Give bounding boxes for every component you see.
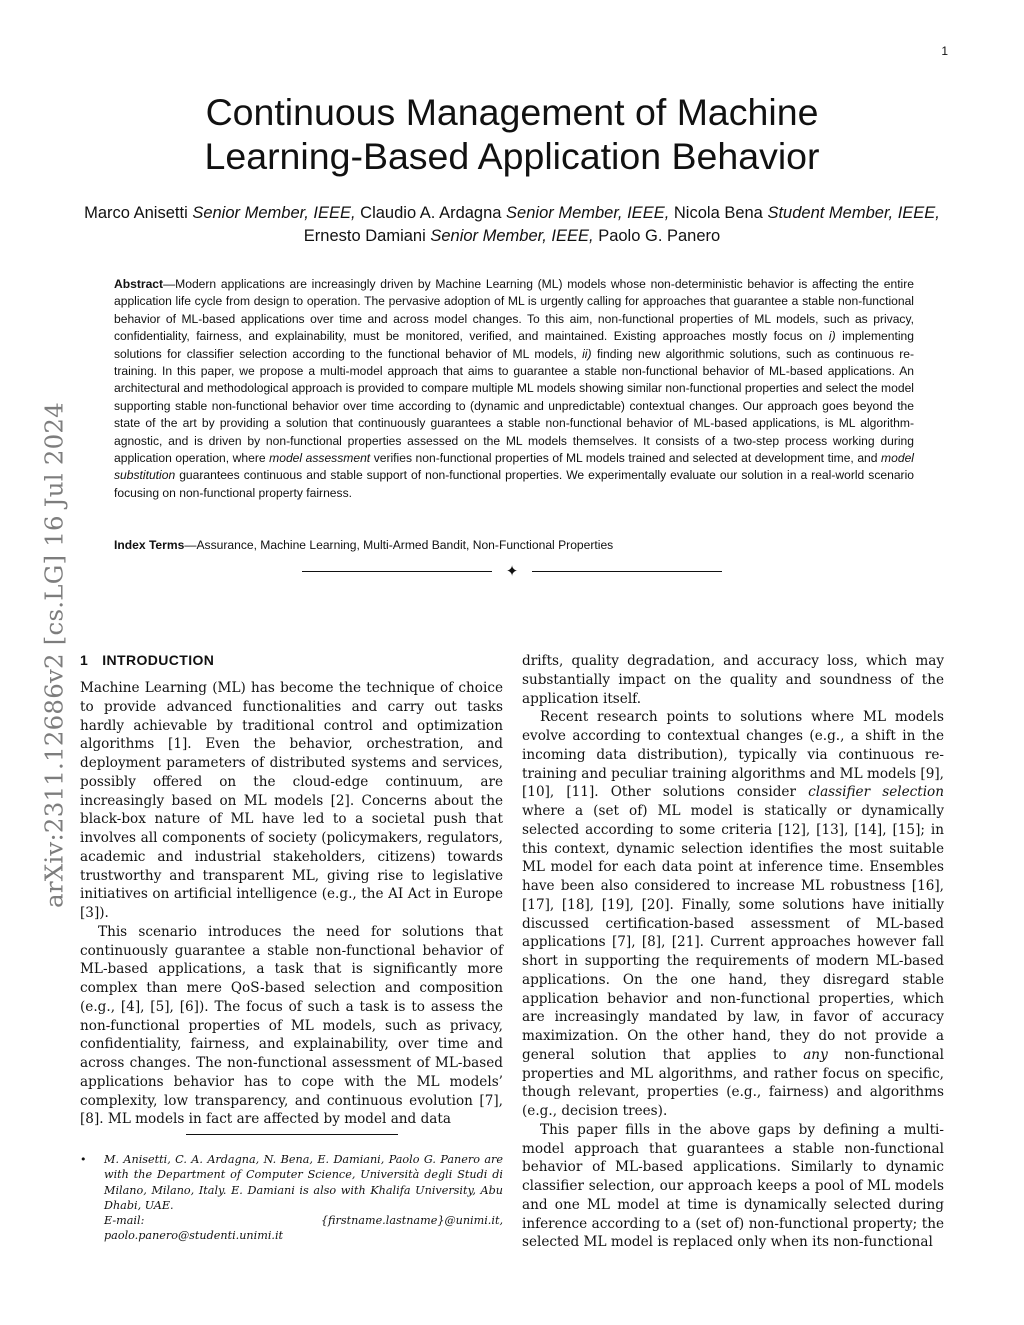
body-paragraph <box>80 923 503 1129</box>
emphasized-text: any <box>803 1046 828 1063</box>
divider-rule-right <box>532 571 722 572</box>
emphasized-text: ii) <box>582 346 592 361</box>
arxiv-identifier-stamp: arXiv:2311.12686v2 [cs.LG] 16 Jul 2024 <box>39 402 69 908</box>
text-run: where a (set of) ML model is statically or dynamically selected according to some criteria [12], [13], [14], [15]; in this context, dynamic selection identifies the most suitable ML model for each data point at inference time. Ensembles have been also considered to increase ML robustness [16], [17], [18], [19], [20]. Finally, some solutions have initially discussed certification-based assessment of ML-based applications [7], [8], [21]. Current approaches however fall short in supporting the requirements of modern ML-based applications. On the one hand, they disregard stable application behavior and non-functional properties, which are increasingly mandated by law, in favor of accuracy maximization. On the other hand, they do not provide a general solution that applies to <box>522 803 944 1063</box>
author-affiliation: Senior Member, IEEE, <box>430 227 594 245</box>
text-run: implementing solutions for classifier selection according to the functional behavior of ML models, <box>114 329 914 361</box>
author-affiliation: Senior Member, IEEE, <box>506 204 670 222</box>
section-number: 1 <box>80 652 89 668</box>
body-column-right <box>522 652 944 1252</box>
paragraph-list <box>80 679 503 1129</box>
body-paragraph <box>522 708 944 1121</box>
abstract-dash: — <box>163 277 176 291</box>
divider-rule-left <box>302 571 492 572</box>
emphasized-text: i) <box>828 329 836 344</box>
text-run: This paper fills in the above gaps by defining a multi-model approach that guarantees a stable non-functional behavior of ML-based applications. Similarly to dynamic classifier selection, our approach keeps a pool of ML models and one ML model at time is dynamically selected during inference according to a (set of) non-functional property; the selected ML model is replaced only when its non-functional <box>522 1121 944 1251</box>
paper-title <box>110 90 914 178</box>
text-run: Recent research points to solutions where ML models evolve according to contextual changes (e.g., a shift in the incoming data distribution), typically via continuous re-training and peculiar training algorithms and ML models [9], [10], [11]. Other solutions consider <box>522 709 944 801</box>
diamond-ornament-icon: ✦ <box>505 562 519 580</box>
title-line: Learning-Based Application Behavior <box>204 135 820 177</box>
author-footnote <box>80 1152 503 1244</box>
footnote-email: E-mail: {firstname.lastname}@unimi.it, paolo.panero@studenti.unimi.it <box>104 1214 503 1243</box>
section-heading-introduction <box>80 650 503 670</box>
body-paragraph <box>522 652 944 708</box>
author-name: Claudio A. Ardagna <box>360 204 502 222</box>
emphasized-text: model assessment <box>269 451 371 466</box>
author-list <box>60 202 964 248</box>
text-run: This scenario introduces the need for solutions that continuously guarantee a stable non-functional behavior of ML-based applications, a task that is significantly more complex than mere QoS-based selection and composition (e.g., [4], [5], [6]). The focus of such a task is to assess the non-functional properties of ML models, such as privacy, confidentiality, fairness, and explainability, over time and across changes. The non-functional assessment of ML-based applications behavior has to cope with the ML models’ complexity, low transparency, and continuous evolution [7], [8]. ML models in fact are affected by model and data <box>80 923 503 1128</box>
emphasized-text: classifier selection <box>808 784 944 801</box>
index-terms-label: Index Terms <box>114 538 185 552</box>
text-run: drifts, quality degradation, and accuracy loss, which may substantially impact on the quality and soundness of the application itself. <box>522 653 944 707</box>
section-divider <box>302 562 722 582</box>
text-run: Modern applications are increasingly driven by Machine Learning (ML) models whose non-deterministic behavior is affecting the entire application life cycle from design to operation. The pervasive adoption of ML is urgently calling for approaches that guarantee a stable non-functional behavior of ML-based applications over time and across model changes. To this aim, non-functional properties of ML models, such as privacy, confidentiality, fairness, and explainability, must be monitored, verified, and maintained. Existing approaches mostly focus on <box>114 277 914 344</box>
index-terms <box>114 537 914 554</box>
footnote-rule <box>186 1134 398 1135</box>
index-terms-dash: — <box>184 538 197 552</box>
author-name: Ernesto Damiani <box>303 227 426 245</box>
text-run: finding new algorithmic solutions, such as continuous re-training. In this paper, we propose a multi-model approach that aims to guarantee a stable non-functional behavior of ML-based applications. An architectural and methodological approach is provided to compare multiple ML models showing similar non-functional properties and select the model supporting stable non-functional behavior over time according to (dynamic and unpredictable) contextual changes. Our approach goes beyond the state of the art by providing a solution that continuously guarantees a stable non-functional behavior of ML-based applications, is ML algorithm-agnostic, and is driven by non-functional properties assessed on the ML models themselves. It consists of a two-step process working during application operation, where <box>114 346 914 466</box>
abstract-body <box>114 277 914 500</box>
bullet-icon: • <box>80 1153 87 1166</box>
text-run: Machine Learning (ML) has become the technique of choice to provide advanced functionalities and carry out tasks hardly achievable by traditional control and optimization algorithms [1]. Even the behavior, orchestration, and deployment parameters of distributed systems and services, possibly offered on the cloud-edge continuum, are increasingly based on ML models [2]. Concerns about the black-box nature of ML have led to a societal push that involves all components of society (policymakers, regulators, academic and industrial stakeholders, citizens) towards trustworthy and transparent ML, giving rise to legislative initiatives on artificial intelligence (e.g., the AI Act in Europe [3]). <box>80 680 503 921</box>
author-affiliation: Student Member, IEEE, <box>767 204 940 222</box>
author-affiliation: Senior Member, IEEE, <box>192 204 356 222</box>
author-name: Marco Anisetti <box>84 204 188 222</box>
text-run: verifies non-functional properties of ML models trained and selected at development time, and <box>370 451 882 466</box>
paragraph-list <box>522 652 944 1252</box>
author-name: Paolo G. Panero <box>598 227 721 245</box>
abstract <box>114 276 914 502</box>
section-title: INTRODUCTION <box>102 652 215 668</box>
footnote-affiliation: M. Anisetti, C. A. Ardagna, N. Bena, E. Damiani, Paolo G. Panero are with the Department of Computer Science, Università degli Studi di Milano, Milano, Italy. E. Damiani is also with Khalifa University, Abu Dhabi, UAE. <box>104 1153 503 1212</box>
emphasized-text: model substitution <box>114 451 914 483</box>
body-paragraph <box>80 679 503 923</box>
body-paragraph <box>522 1121 944 1252</box>
title-line: Continuous Management of Machine <box>205 91 819 133</box>
page-number: 1 <box>941 44 948 58</box>
index-terms-text: Assurance, Machine Learning, Multi-Armed Bandit, Non-Functional Properties <box>196 538 614 552</box>
footnote-body <box>104 1152 503 1244</box>
text-run: non-functional properties and ML algorithms, and rather focus on specific, though relevant, properties (e.g., fairness) and algorithms (e.g., decision trees). <box>522 1046 944 1119</box>
abstract-label: Abstract <box>114 277 164 291</box>
body-column-left <box>80 650 503 1129</box>
text-run: guarantees continuous and stable support of non-functional properties. We experimentally evaluate our solution in a real-world scenario focusing on non-functional property fairness. <box>114 468 914 500</box>
author-name: Nicola Bena <box>673 204 763 222</box>
